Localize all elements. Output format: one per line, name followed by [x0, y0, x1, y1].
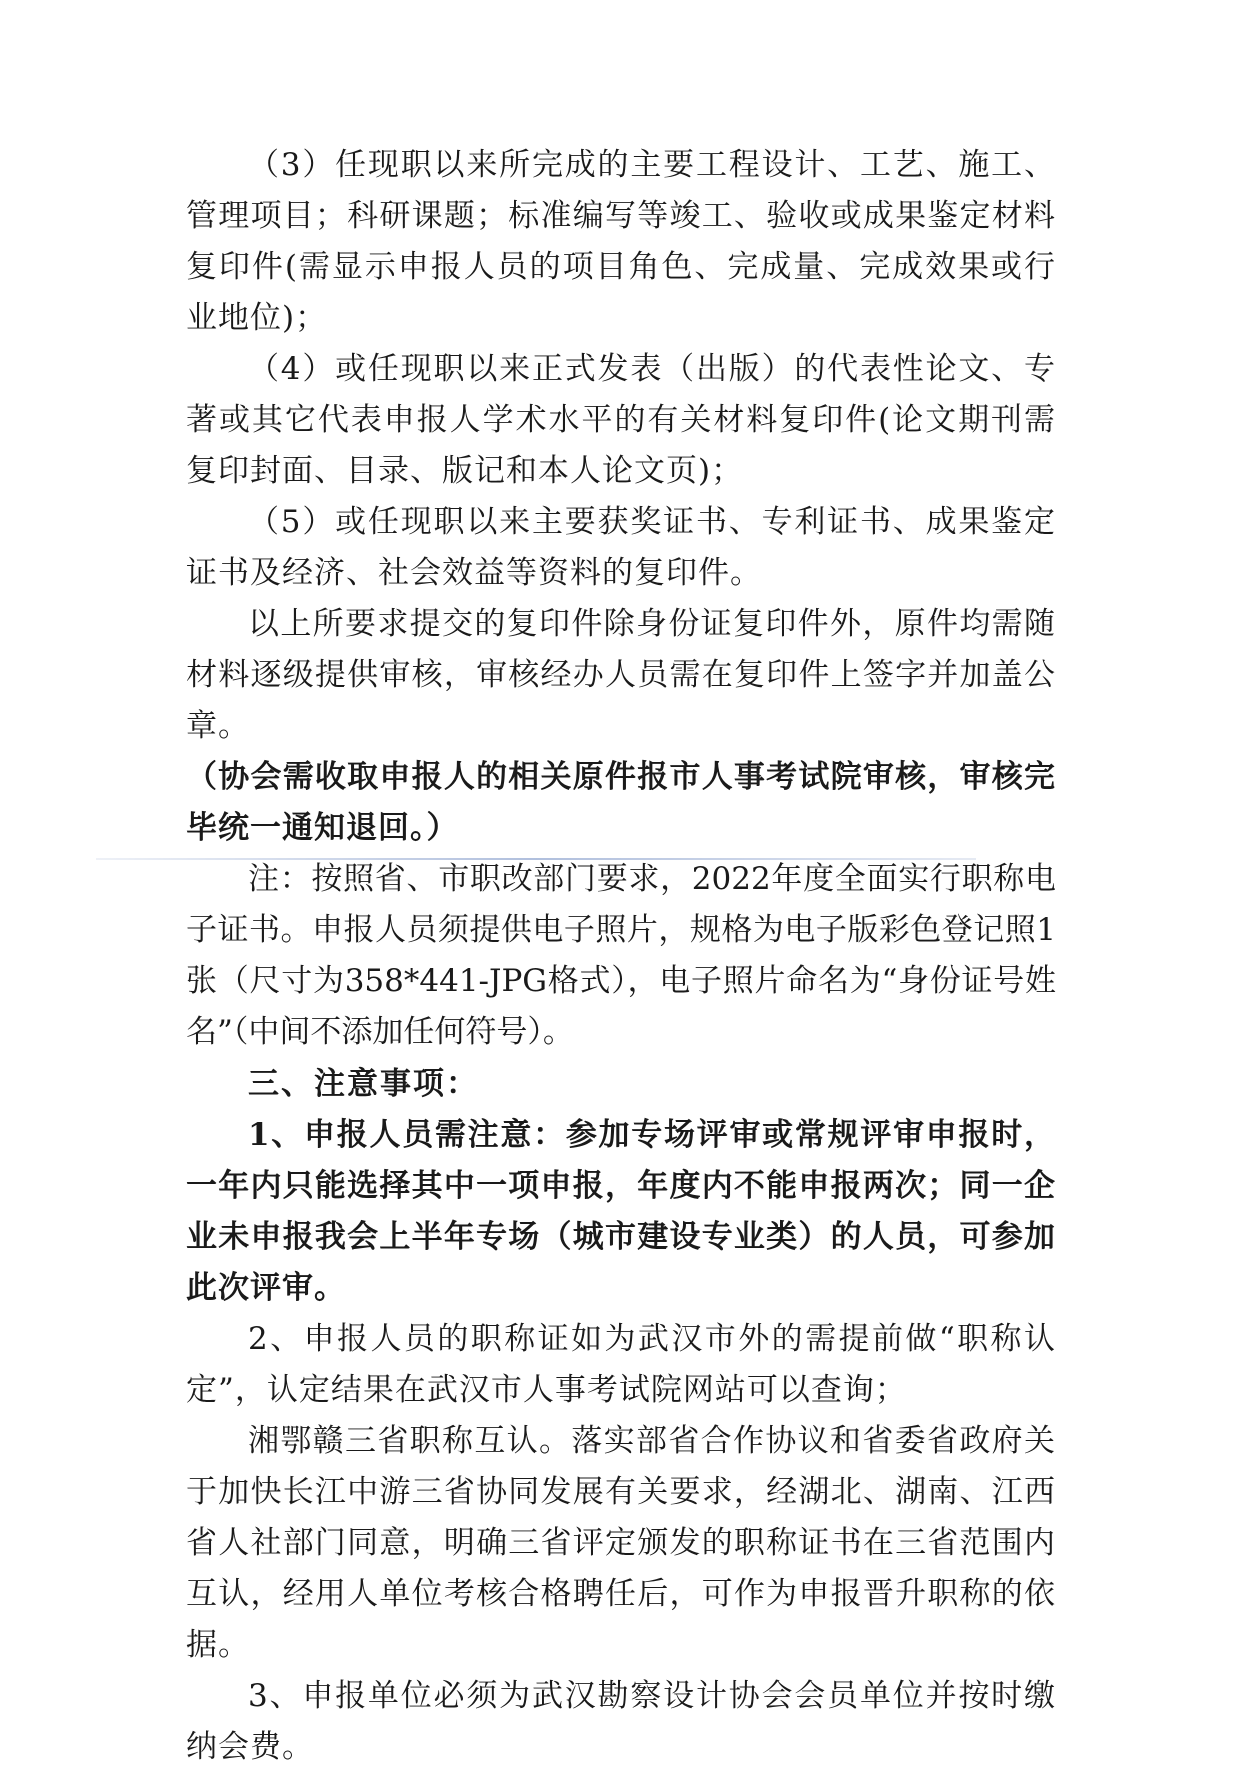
paragraph-attention-2-mutual-recognition: 湘鄂赣三省职称互认。落实部省合作协议和省委省政府关于加快长江中游三省协同发展有关要求，经湖北、湖南、江西省人社部门同意，明确三省评定颁发的职称证书在三省范围内互认，经用人单位考核合格聘任后，可作为申报晋升职称的依据。 — [186, 1423, 1056, 1663]
section-heading-attention: 三、注意事项： — [248, 1066, 479, 1102]
paragraph-attention-3: 3、申报单位必须为武汉勘察设计协会会员单位并按时缴纳会费。 — [186, 1678, 1056, 1765]
paragraph-item-4: （4）或任现职以来正式发表（出版）的代表性论文、专著或其它代表申报人学术水平的有关材料复印件(论文期刊需复印封面、目录、版记和本人论文页)； — [186, 351, 1056, 489]
paragraph-copies-note: 以上所要求提交的复印件除身份证复印件外，原件均需随材料逐级提供审核，审核经办人员需在复印件上签字并加盖公章。 — [186, 606, 1056, 744]
document-page — [186, 140, 1056, 1773]
paragraph-item-5: （5）或任现职以来主要获奖证书、专利证书、成果鉴定证书及经济、社会效益等资料的复印件。 — [186, 504, 1056, 591]
paragraph-attention-1: 1、申报人员需注意：参加专场评审或常规评审申报时，一年内只能选择其中一项申报，年度内不能申报两次；同一企业未申报我会上半年专场（城市建设专业类）的人员，可参加此次评审。 — [186, 1117, 1056, 1306]
paragraph-attention-2: 2、申报人员的职称证如为武汉市外的需提前做“职称认定”，认定结果在武汉市人事考试院网站可以查询； — [186, 1321, 1056, 1408]
paragraph-copies-bold-note: （协会需收取申报人的相关原件报市人事考试院审核，审核完毕统一通知退回。） — [186, 759, 1056, 846]
paragraph-item-3: （3）任现职以来所完成的主要工程设计、工艺、施工、管理项目；科研课题；标准编写等竣工、验收或成果鉴定材料复印件(需显示申报人员的项目角色、完成量、完成效果或行业地位)； — [186, 147, 1056, 336]
paragraph-electronic-certificate-note: 注：按照省、市职改部门要求，2022年度全面实行职称电子证书。申报人员须提供电子照片，规格为电子版彩色登记照1张（尺寸为358*441-JPG格式），电子照片命名为“身份证号姓名”（中间不添加任何符号）。 — [186, 861, 1056, 1050]
